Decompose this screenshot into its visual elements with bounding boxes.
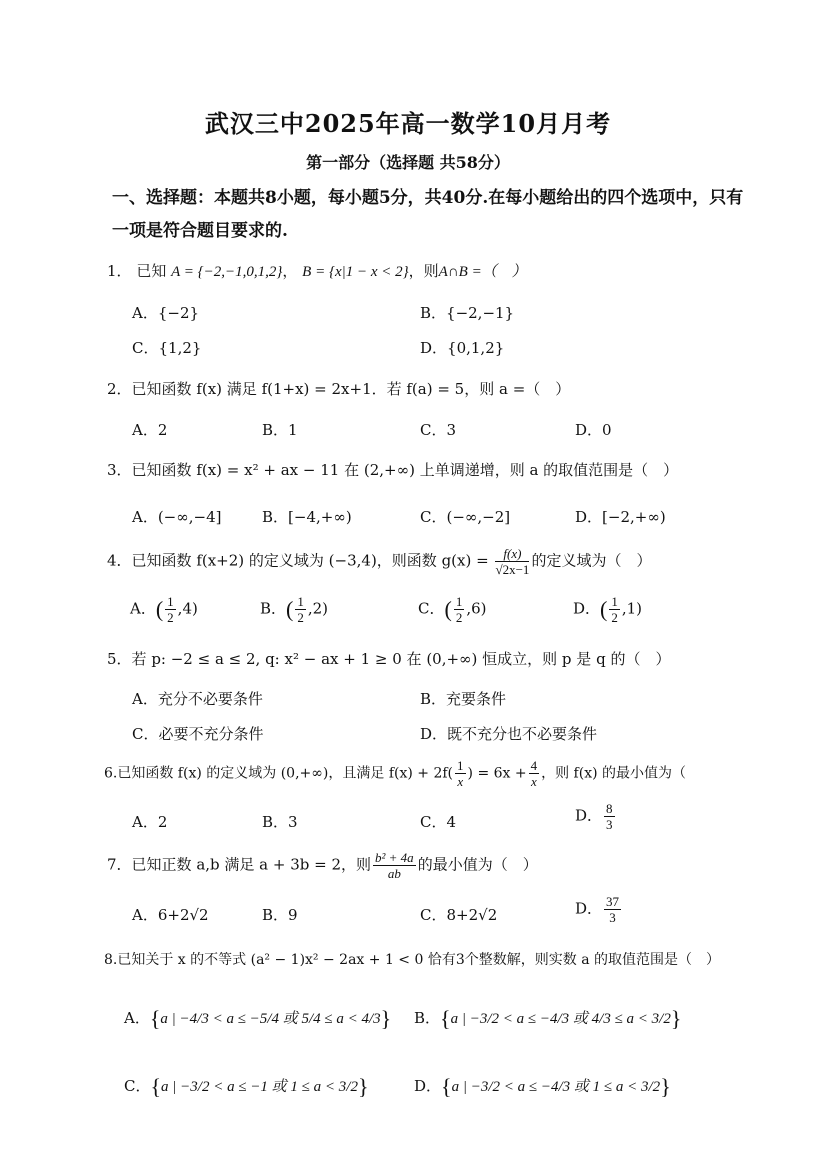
option-b: B．[−4,+∞) [262,508,352,526]
option-b: B．9 [262,906,298,924]
option-a: A．{a | −4/3 < a ≤ −5/4 或 5/4 ≤ a < 4/3} [124,1006,392,1031]
denominator: 2 [611,610,618,625]
question-number: 1． [107,262,132,280]
set-a: A = {−2,−1,0,1,2} [171,264,283,280]
question-number: 7． [107,855,132,874]
option-a: A．2 [132,813,168,831]
question-text: ，则 [408,262,439,280]
option-interval: ,4) [177,599,198,618]
denominator: √2x−1 [495,562,530,577]
option-set: a | −3/2 < a ≤ −1 或 1 ≤ a < 3/2 [161,1079,358,1095]
question-6 [104,758,686,789]
fraction [495,546,529,577]
question-text: 已知正数 a,b 满足 a + 3b = 2，则 [131,855,372,874]
numerator: 1 [167,594,174,609]
set-b: B = {x|1 − x < 2} [302,264,409,280]
option-d: D．{a | −3/2 < a ≤ −4/3 或 1 ≤ a < 3/2} [414,1074,671,1099]
option-b: B．充要条件 [420,690,507,708]
question-text: 已知函数 f(x) 的定义域为 (0,+∞)，且满足 f(x) + 2f( [117,765,454,782]
denominator: 2 [297,610,304,625]
option-c: C．{1,2} [132,339,202,357]
option-b: B．{a | −3/2 < a ≤ −4/3 或 4/3 ≤ a < 3/2} [414,1006,682,1031]
fraction [604,894,621,925]
option-b: B．1 [262,421,298,439]
option-interval: ,2) [307,599,329,618]
numerator: 1 [457,758,464,773]
question-number: 3． [107,461,132,479]
denominator: 2 [167,610,174,625]
option-a: A．{−2} [132,304,200,322]
fraction [165,594,176,625]
option-set: a | −4/3 < a ≤ −5/4 或 5/4 ≤ a < 4/3 [160,1011,381,1027]
question-text: 已知函数 f(x+2) 的定义域为 (−3,4)，则函数 g(x) = [131,551,489,570]
option-set: a | −3/2 < a ≤ −4/3 或 1 ≤ a < 3/2 [451,1079,661,1095]
question-number: 5． [107,650,132,668]
question-text: 已知关于 x 的不等式 (a² − 1)x² − 2ax + 1 < 0 恰有3个整数解，则实数 a 的取值范围是（ ） [117,952,720,968]
numerator: 4 [530,758,538,773]
question-8 [104,949,720,969]
question-4 [107,546,651,577]
option-b: B．( $\frac{1}{2}$ ,2) [260,594,329,625]
option-set: a | −3/2 < a ≤ −4/3 或 4/3 ≤ a < 3/2 [450,1011,671,1027]
question-number: 4． [107,551,132,570]
option-c: C．8+2√2 [420,906,498,924]
question-text: 已知函数 f(x) 满足 f(1+x) = 2x+1．若 f(a) = 5，则 a =（ ） [131,380,571,398]
option-a: A．(−∞,−4] [132,508,222,526]
numerator: 37 [606,894,620,909]
option-d: D．[−2,+∞) [575,508,666,526]
option-c: C．3 [420,421,457,439]
question-text: 的最小值为（ ） [417,855,538,874]
question-text: ) = 6x + [467,765,527,782]
option-label: A． [124,1009,150,1027]
option-c: C．( $\frac{1}{2}$ ,6) [418,594,487,625]
question-text: 的定义域为（ ） [531,551,652,570]
question-3 [107,459,678,480]
option-interval: ,1) [621,599,643,618]
option-a: A．( $\frac{1}{2}$ ,4) [130,594,198,625]
option-d: D．既不充分也不必要条件 [420,725,598,743]
option-label: B． [260,599,287,618]
fraction [529,758,540,789]
option-d [575,801,617,832]
question-text: 已知 [136,262,167,280]
section-instructions: 一、选择题：本题共8小题，每小题5分，共40分.在每小题给出的四个选项中，只有一项是符合题目要求的. [112,188,744,241]
numerator: f(x) [495,546,529,562]
numerator: b² + 4a [375,850,414,865]
option-label: D． [575,806,603,825]
question-number: 2． [107,380,132,398]
option-c: C．必要不充分条件 [132,725,264,743]
option-d: D．{0,1,2} [420,339,505,357]
option-label: C． [124,1077,151,1095]
option-b: B．{−2,−1} [420,304,515,322]
numerator: 1 [611,594,618,609]
question-2 [107,378,570,399]
option-d: D．0 [575,421,612,439]
fraction [609,594,620,625]
question-text: 已知函数 f(x) = x² + ax − 11 在 (2,+∞) 上单调递增，则 a 的取值范围是（ ） [131,461,679,479]
option-label: D． [414,1077,442,1095]
question-text: ，则 f(x) 的最小值为（ [541,765,687,782]
question-5 [107,648,670,669]
part-subtitle: 第一部分（选择题 共58分） [306,153,510,172]
denominator: x [530,774,537,789]
fraction [604,801,615,832]
fraction [454,594,465,625]
fraction [373,850,416,881]
option-a: A．6+2√2 [132,906,209,924]
numerator: 1 [297,594,304,609]
numerator: 8 [606,801,613,816]
option-label: D． [575,899,603,918]
option-interval: ,6) [466,599,487,618]
exam-title: 武汉三中2025年高一数学10月月考 [204,109,612,138]
option-label: A． [130,599,156,618]
denominator: 2 [455,610,463,625]
fraction [455,758,466,789]
option-c: C．{a | −3/2 < a ≤ −1 或 1 ≤ a < 3/2} [124,1074,369,1099]
option-label: D． [573,599,601,618]
question-number: 6. [104,765,118,782]
option-c: C．4 [420,813,457,831]
numerator: 1 [455,594,463,609]
option-label: C． [418,599,445,618]
denominator: ab [387,866,401,881]
question-1: 1． 已知 A = {−2,−1,0,1,2}， B = {x|1 − x < 2}，则A∩B =（ ） [107,262,527,280]
fraction [295,594,306,625]
option-b: B．3 [262,813,298,831]
denominator: x [457,774,464,789]
denominator: 3 [606,817,613,832]
question-text: 若 p: −2 ≤ a ≤ 2, q: x² − ax + 1 ≥ 0 在 (0,+∞) 恒成立，则 p 是 q 的（ ） [131,650,671,668]
question-7 [107,850,538,881]
denominator: 3 [609,910,616,925]
option-a: A．充分不必要条件 [132,690,263,708]
option-c: C．(−∞,−2] [420,508,511,526]
option-a: A．2 [132,421,168,439]
question-number: 8. [104,952,118,968]
option-label: B． [414,1009,441,1027]
option-d [575,894,623,925]
option-d: D．( $\frac{1}{2}$ ,1) [573,594,643,625]
question-ask: A∩B =（ ） [438,264,527,280]
